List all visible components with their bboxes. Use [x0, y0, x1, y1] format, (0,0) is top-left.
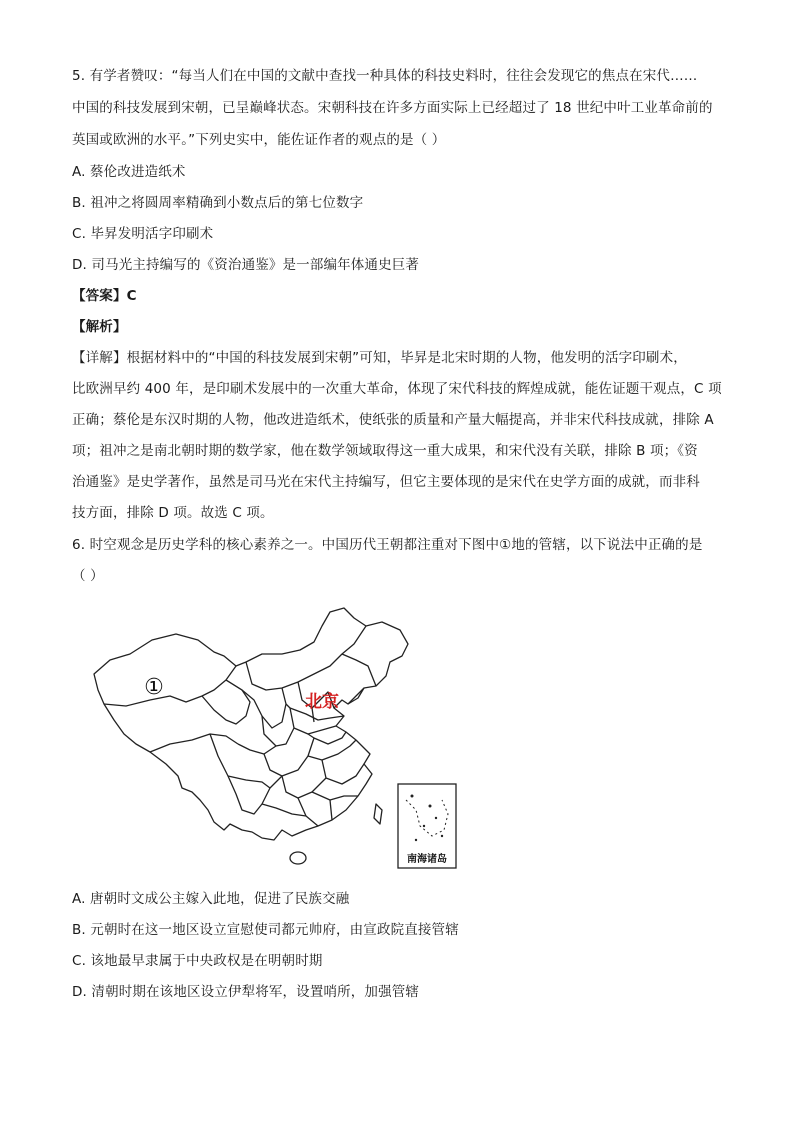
q5-stem-line-2: 中国的科技发展到宋朝，已呈巅峰状态。宋朝科技在许多方面实际上已经超过了 18 世纪中叶工业革命前的: [72, 100, 713, 116]
q5-answer: 【答案】C: [72, 288, 137, 304]
q5-analysis-label: 【解析】: [72, 319, 127, 335]
q5-option-b: B. 祖冲之将圆周率精确到小数点后的第七位数字: [72, 195, 364, 211]
q5-explanation-line-2: 比欧洲早约 400 年，是印刷术发展中的一次重大革命，体现了宋代科技的辉煌成就，能佐证题干观点，C 项: [72, 381, 722, 397]
q5-stem-line-3: 英国或欧洲的水平。”下列史实中，能佐证作者的观点的是（ ）: [72, 132, 446, 148]
q5-explanation-line-4: 项；祖冲之是南北朝时期的数学家，他在数学领域取得这一重大成果，和宋代没有关联，排除 B 项；《资: [72, 443, 698, 459]
q5-explanation-line-1: 【详解】根据材料中的“中国的科技发展到宋朝”可知，毕昇是北宋时期的人物，他发明的活字印刷术，: [72, 350, 687, 366]
q5-explanation-line-6: 技方面，排除 D 项。故选 C 项。: [72, 505, 274, 521]
q5-option-d: D. 司马光主持编写的《资治通鉴》是一部编年体通史巨著: [72, 257, 420, 273]
china-map: [86, 604, 466, 874]
q6-stem-line-2: （ ）: [72, 568, 104, 584]
q6-option-b: B. 元朝时在这一地区设立宣慰使司都元帅府，由宣政院直接管辖: [72, 922, 459, 938]
q6-option-d: D. 清朝时期在该地区设立伊犁将军，设置哨所，加强管辖: [72, 984, 420, 1000]
beijing-label: 北京: [305, 692, 339, 712]
q6-option-c: C. 该地最早隶属于中央政权是在明朝时期: [72, 953, 323, 969]
q5-option-c: C. 毕昇发明活字印刷术: [72, 226, 214, 242]
q5-stem-line-1: 5. 有学者赞叹：“每当人们在中国的文献中查找一种具体的科技史料时，往往会发现它的焦点在宋代……: [72, 68, 698, 84]
q5-explanation-line-5: 治通鉴》是史学著作，虽然是司马光在宋代主持编写，但它主要体现的是宋代在史学方面的成就，而非科: [72, 474, 700, 490]
q6-stem-line-1: 6. 时空观念是历史学科的核心素养之一。中国历代王朝都注重对下图中①地的管辖，以下说法中正确的是: [72, 537, 703, 553]
region-marker: ①: [144, 675, 164, 700]
q5-explanation-line-3: 正确；蔡伦是东汉时期的人物，他改进造纸术，使纸张的质量和产量大幅提高，并非宋代科技成就，排除 A: [72, 412, 714, 428]
q6-option-a: A. 唐朝时文成公主嫁入此地，促进了民族交融: [72, 891, 350, 907]
map-outline: [94, 608, 408, 840]
inset-label: 南海诸岛: [407, 854, 447, 865]
q5-option-a: A. 蔡伦改进造纸术: [72, 164, 186, 180]
